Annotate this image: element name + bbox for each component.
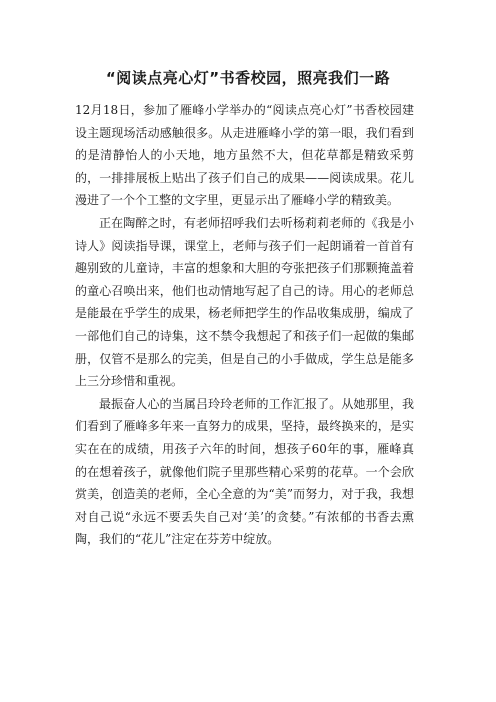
paragraph-3: 最振奋人心的当属吕玲玲老师的工作汇报了。从她那里，我们看到了雁峰多年来一直努力的成果，坚持，最终换来的，是实实在在的成绩，用孩子六年的时间，想孩子60年的事，雁峰真的在想着孩子，就像他们院子里那些精心采剪的花草。一个会欣赏美，创造美的老师，全心全意的为“美”而努力，对于我，我想对自己说“永远不要丢失自己对‘美’的贪婪。”有浓郁的书香去熏陶，我们的“花儿”注定在芬芳中绽放。 [75,396,414,547]
paragraph-1: 12月18日，参加了雁峰小学举办的“阅读点亮心灯”书香校园建设主题现场活动感触很多。从走进雁峰小学的第一眼，我们看到的是清静怡人的小天地，地方虽然不大，但花草都是精致采剪的，一排排展板上贴出了孩子们自己的成果——阅读成果。花儿漫进了一个个工整的文字里，更显示出了雁峰小学的精致美。 [75,103,414,208]
document-title: “阅读点亮心灯”书香校园，照亮我们一路 [105,69,391,87]
paragraph-2: 正在陶醉之时，有老师招呼我们去听杨莉莉老师的《我是小诗人》阅读指导课，课堂上，老师与孩子们一起朗诵着一首首有趣别致的儿童诗，丰富的想象和大胆的夸张把孩子们那颗掩盖着的童心召唤出来，他们也动情地写起了自己的诗。用心的老师总是能最在乎学生的成果，杨老师把学生的作品收集成册，编成了一部他们自己的诗集，这不禁令我想起了和孩子们一起做的集邮册，仅管不是那么的完美，但是自己的小手做成，学生总是能多上三分珍惜和重视。 [75,215,414,389]
document-body [75,99,414,551]
